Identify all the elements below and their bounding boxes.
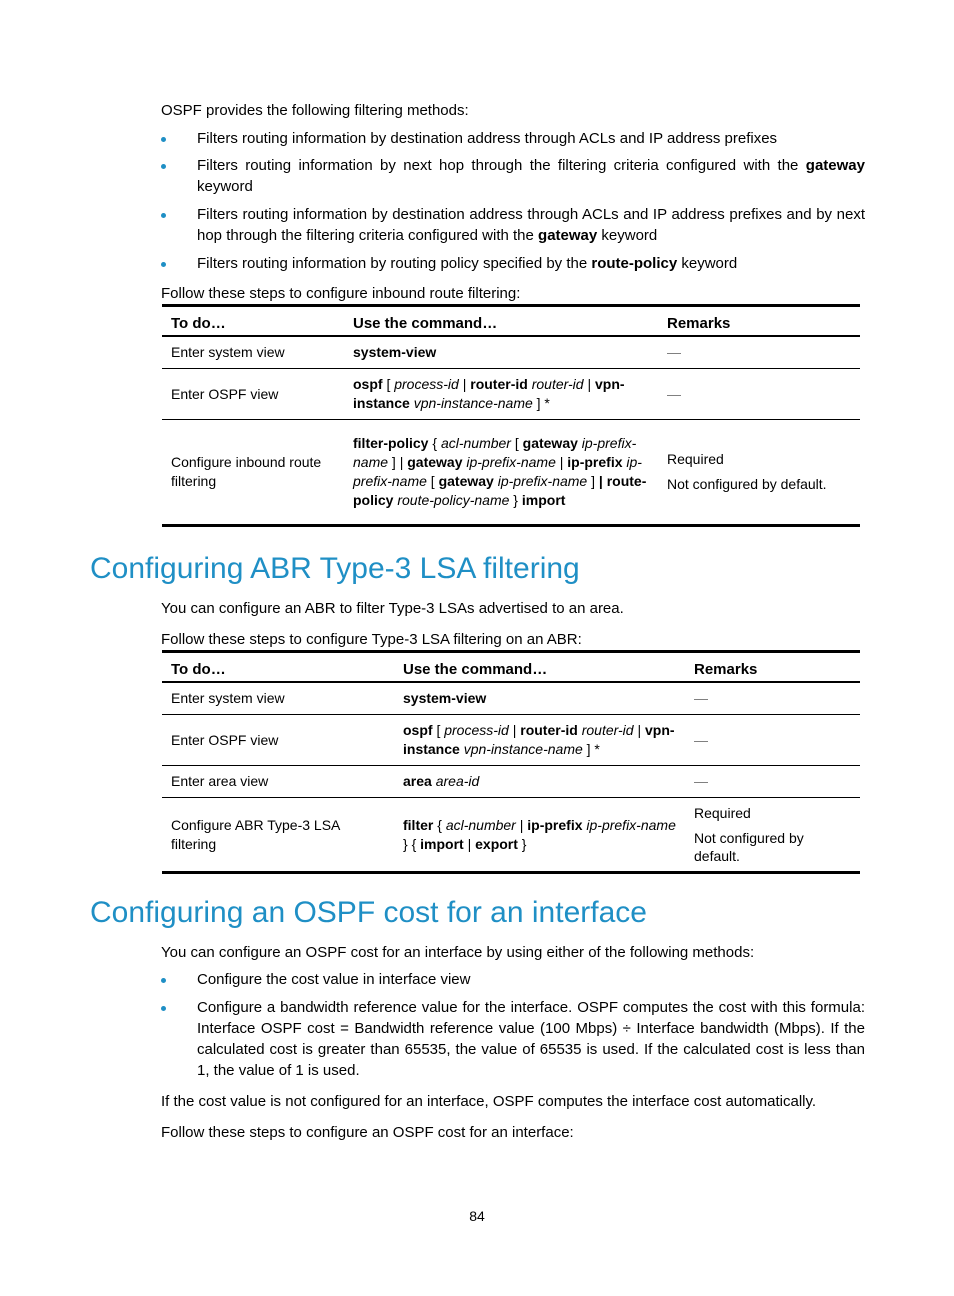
command-cell: ospf [ process-id | router-id router-id | vpn-instance vpn-instance-name ] * [394,715,685,766]
table-row [162,336,860,369]
list-item [161,997,865,1081]
table-row [162,766,860,798]
abr-filter-table [162,650,860,874]
todo-cell: Enter system view [171,690,285,706]
todo-cell: Configure ABR Type-3 LSA filtering [162,798,394,873]
column-header: Use the command… [344,306,658,337]
command-cell: filter-policy { acl-number [ gateway ip-prefix-name ] | gateway ip-prefix-name | ip-prefix ip-prefix-name [ gateway ip-prefix-name ] | route-policy route-policy-name } import [344,420,658,526]
table-row [162,715,860,766]
command-cell: system-view [403,690,487,706]
section-heading-ospf-cost: Configuring an OSPF cost for an interface [90,896,647,929]
remarks-cell [658,420,860,526]
bullet-icon [161,262,166,267]
todo-cell: Enter OSPF view [162,715,394,766]
list-item-text: Filters routing information by destination address through ACLs and IP address prefixes [197,130,778,147]
column-header: Remarks [658,306,860,337]
column-header: Remarks [685,652,860,683]
list-item-text: Configure a bandwidth reference value for the interface. OSPF computes the cost with this formula: Interface OSPF cost = Bandwidth reference value (100 Mbps) ÷ Interface bandwidth (Mbps). If the calculated cost is greater than 65535, the value of 65535 is used. If the calculated cost is less than 1, the value of 1 is used. [197,999,865,1079]
command-cell: system-view [353,344,437,360]
page-number: 84 [469,1208,485,1224]
inbound-filter-table [162,304,860,527]
ospf-cost-intro-text: You can configure an OSPF cost for an interface by using either of the following methods: [161,944,755,961]
remarks-cell: — [685,715,860,766]
command-cell: filter { acl-number | ip-prefix ip-prefix-name } { import | export } [394,798,685,873]
bullet-icon [161,978,166,983]
command-cell: ospf [ process-id | router-id router-id | vpn-instance vpn-instance-name ] * [344,369,658,420]
intro-text: OSPF provides the following filtering methods: [161,102,469,119]
table-header-row [162,652,860,683]
todo-cell: Enter system view [171,344,285,360]
table-row [162,420,860,526]
abr-intro-text: You can configure an ABR to filter Type-3 LSAs advertised to an area. [161,600,624,617]
remarks-cell: — [658,369,860,420]
remarks-cell [685,798,860,873]
list-item-text: Filters routing information by routing policy specified by the route-policy keyword [197,255,738,272]
auto-cost-text: If the cost value is not configured for an interface, OSPF computes the interface cost automatically. [161,1093,817,1110]
list-item [161,253,865,274]
remarks-cell: — [694,690,708,706]
follow-text-inbound: Follow these steps to configure inbound route filtering: [161,285,521,302]
list-item [161,969,865,990]
remark-line: Required [694,805,751,821]
table-row [162,798,860,873]
todo-cell: Configure inbound route filtering [162,420,344,526]
list-item-text: Filters routing information by next hop through the filtering criteria configured with the gateway keyword [197,157,865,195]
command-cell: area area-id [394,766,685,798]
list-item [161,204,865,246]
table-header-row [162,306,860,337]
list-item-text: Configure the cost value in interface view [197,971,471,988]
follow-text-abr: Follow these steps to configure Type-3 LSA filtering on an ABR: [161,631,582,648]
table-row [162,369,860,420]
bullet-icon [161,213,166,218]
table-row [162,682,860,715]
list-item [161,155,865,197]
remark-line: Not configured by default. [667,476,827,492]
bullet-icon [161,164,166,169]
remarks-cell: — [685,766,860,798]
column-header: Use the command… [394,652,685,683]
list-item [161,128,865,149]
remarks-cell: — [667,344,681,360]
bullet-icon [161,137,166,142]
follow-text-cost: Follow these steps to configure an OSPF cost for an interface: [161,1124,574,1141]
column-header: To do… [162,652,394,683]
remark-line: Required [667,451,724,467]
todo-cell: Enter area view [162,766,394,798]
column-header: To do… [162,306,344,337]
bullet-icon [161,1006,166,1011]
section-heading-abr: Configuring ABR Type-3 LSA filtering [90,552,580,585]
remark-line: Not configured by default. [694,830,804,864]
list-item-text: Filters routing information by destination address through ACLs and IP address prefixes and by next hop through the filtering criteria configured with the gateway keyword [197,206,865,244]
todo-cell: Enter OSPF view [162,369,344,420]
